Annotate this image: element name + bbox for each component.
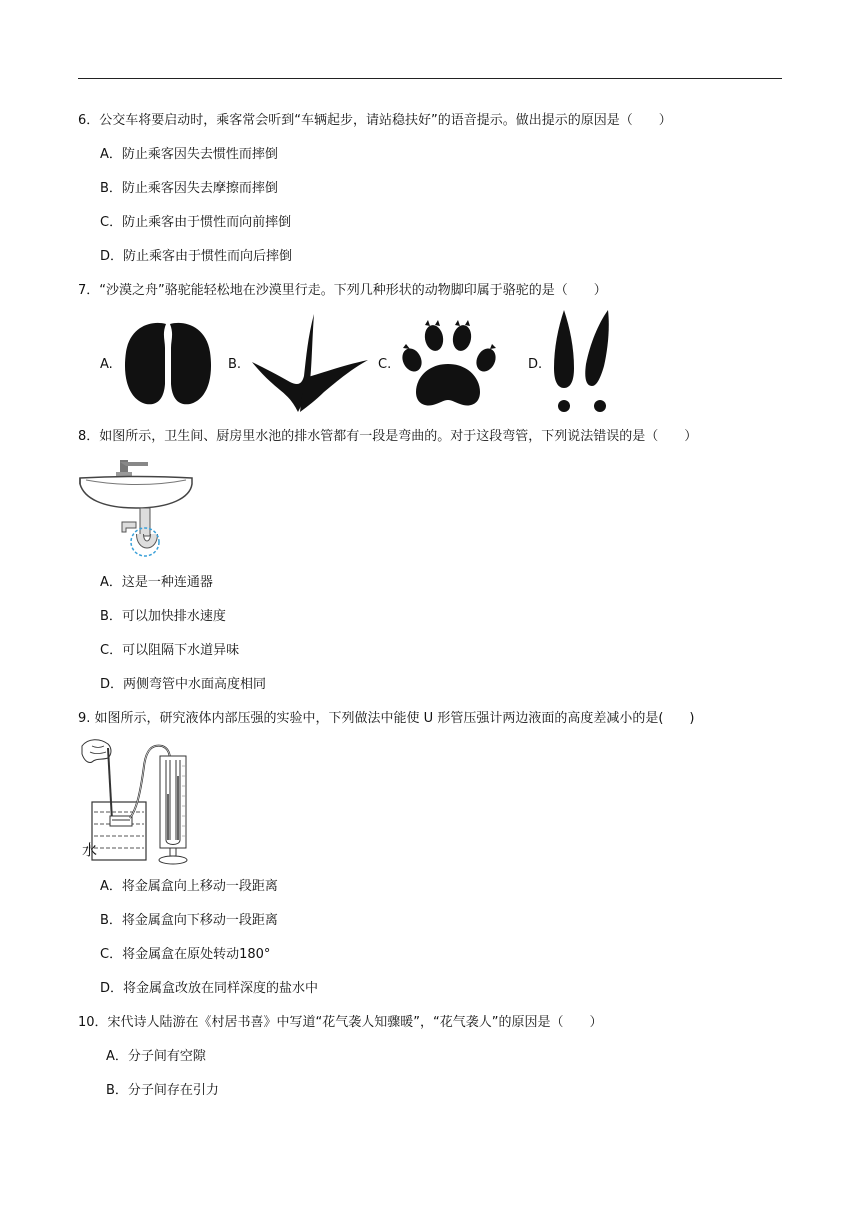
q10-stem: 10．宋代诗人陆游在《村居书喜》中写道“花气袭人知骤暖”，“花气袭人”的原因是（ ）: [78, 1015, 603, 1030]
q6-stem: 6．公交车将要启动时，乘客常会听到“车辆起步，请站稳扶好”的语音提示。做出提示的原因是（ ）: [78, 113, 672, 128]
q6-option-d[interactable]: D．防止乘客由于惯性而向后摔倒: [100, 249, 293, 264]
q9-stem: 9. 如图所示，研究液体内部压强的实验中，下列做法中能使 U 形管压强计两边液面的高度差减小的是( ): [78, 711, 695, 726]
q7-label-c[interactable]: C.: [378, 357, 392, 372]
q8-option-b[interactable]: B．可以加快排水速度: [100, 609, 226, 624]
q9-option-a[interactable]: A．将金属盒向上移动一段距离: [100, 879, 278, 894]
q7-label-a[interactable]: A.: [100, 357, 113, 372]
q9-option-d[interactable]: D．将金属盒改放在同样深度的盐水中: [100, 981, 319, 996]
q7-label-d[interactable]: D.: [528, 357, 543, 372]
bird-footprint-icon: [250, 312, 370, 414]
camel-footprint-icon: [122, 318, 214, 410]
q9-option-c[interactable]: C．将金属盒在原处转动180°: [100, 947, 271, 962]
sink-trap-figure: [78, 456, 196, 562]
q7-stem: 7．“沙漠之舟”骆驼能轻松地在沙漠里行走。下列几种形状的动物脚印属于骆驼的是（ ）: [78, 283, 607, 298]
q8-option-c[interactable]: C．可以阻隔下水道异味: [100, 643, 240, 658]
header-rule: [78, 78, 782, 79]
q6-option-b[interactable]: B．防止乘客因失去摩擦而摔倒: [100, 181, 278, 196]
q8-option-a[interactable]: A．这是一种连通器: [100, 575, 213, 590]
kangaroo-footprint-icon: [548, 308, 614, 416]
q6-option-a[interactable]: A．防止乘客因失去惯性而摔倒: [100, 147, 278, 162]
q7-label-b[interactable]: B.: [228, 357, 242, 372]
water-label: 水: [82, 841, 98, 859]
q9-option-b[interactable]: B．将金属盒向下移动一段距离: [100, 913, 278, 928]
q10-option-a[interactable]: A．分子间有空隙: [106, 1049, 206, 1064]
q8-stem: 8．如图所示，卫生间、厨房里水池的排水管都有一段是弯曲的。对于这段弯管，下列说法错误的是（ ）: [78, 429, 698, 444]
q8-option-d[interactable]: D．两侧弯管中水面高度相同: [100, 677, 267, 692]
paw-footprint-icon: [400, 316, 500, 410]
q6-option-c[interactable]: C．防止乘客由于惯性而向前摔倒: [100, 215, 292, 230]
q10-option-b[interactable]: B．分子间存在引力: [106, 1083, 219, 1098]
